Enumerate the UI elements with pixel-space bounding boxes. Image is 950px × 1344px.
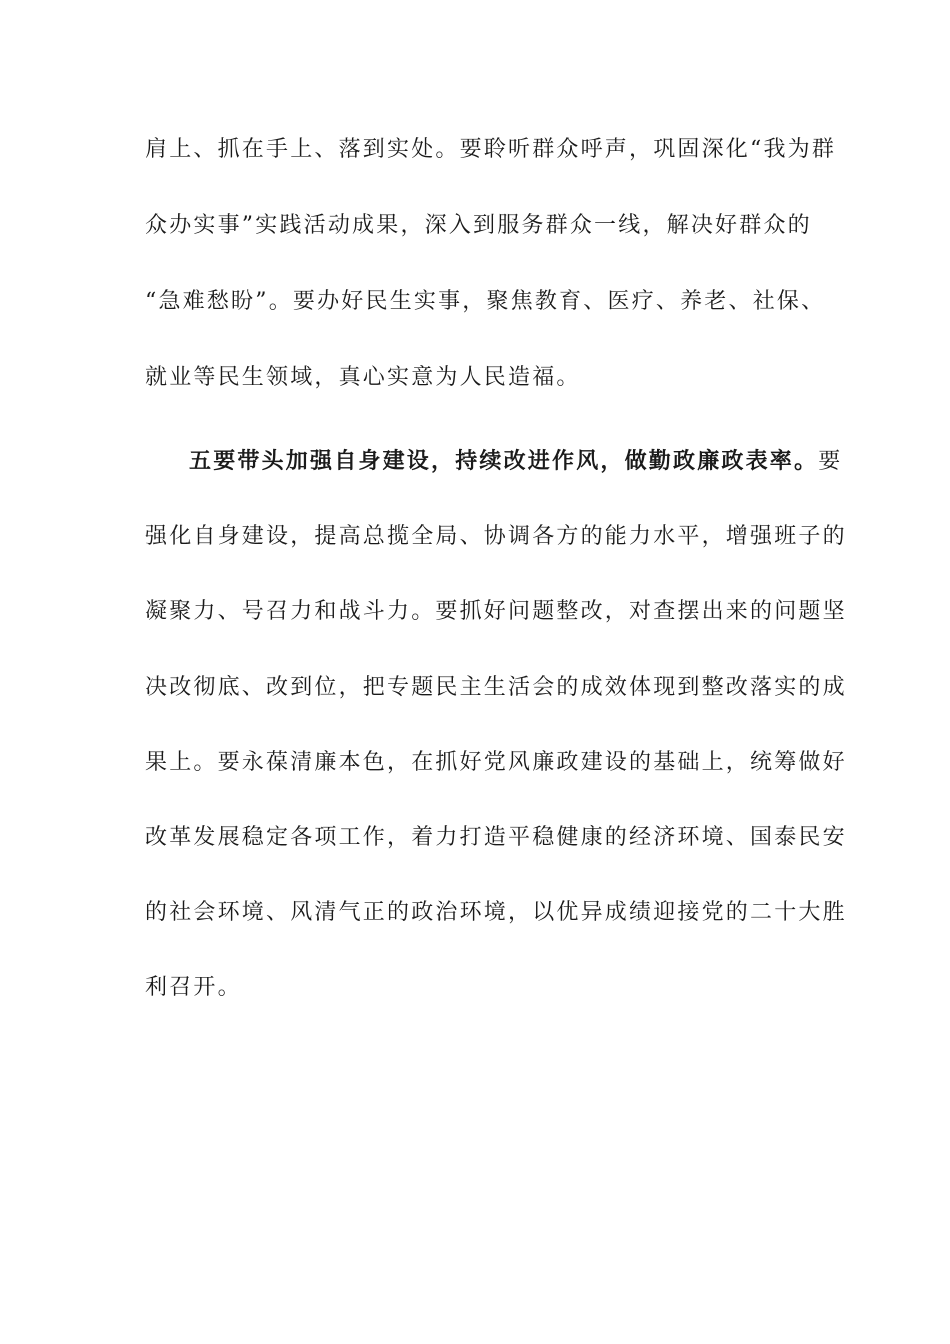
paragraph-2-line-5: 果上。要永葆清廉本色，在抓好党风廉政建设的基础上，统筹做好 [145,750,847,775]
paragraph-2-line-7: 的社会环境、风清气正的政治环境，以优异成绩迎接党的二十大胜 [145,900,847,925]
paragraph-2-line-6: 改革发展稳定各项工作，着力打造平稳健康的经济环境、国泰民安 [145,825,847,850]
paragraph-1-line-4: 就业等民生领域，真心实意为人民造福。 [145,365,581,390]
paragraph-2-line-1-rest: 要 [818,449,843,474]
paragraph-2-line-2: 强化自身建设，提高总揽全局、协调各方的能力水平，增强班子的 [145,524,847,549]
paragraph-2-heading: 五要带头加强自身建设，持续改进作风，做勤政廉政表率。 [189,448,819,474]
paragraph-1-line-1: 肩上、抓在手上、落到实处。要聆听群众呼声，巩固深化“我为群 [145,137,837,162]
paragraph-1-line-2: 众办实事”实践活动成果，深入到服务群众一线，解决好群众的 [145,213,812,238]
paragraph-2-line-1 [189,441,843,481]
paragraph-1-line-3: “急难愁盼”。要办好民生实事，聚焦教育、医疗、养老、社保、 [145,289,826,314]
paragraph-2-line-4: 决改彻底、改到位，把专题民主生活会的成效体现到整改落实的成 [145,675,847,700]
paragraph-2-line-8: 利召开。 [145,975,242,1000]
paragraph-2-line-3: 凝聚力、号召力和战斗力。要抓好问题整改，对查摆出来的问题坚 [145,599,847,624]
